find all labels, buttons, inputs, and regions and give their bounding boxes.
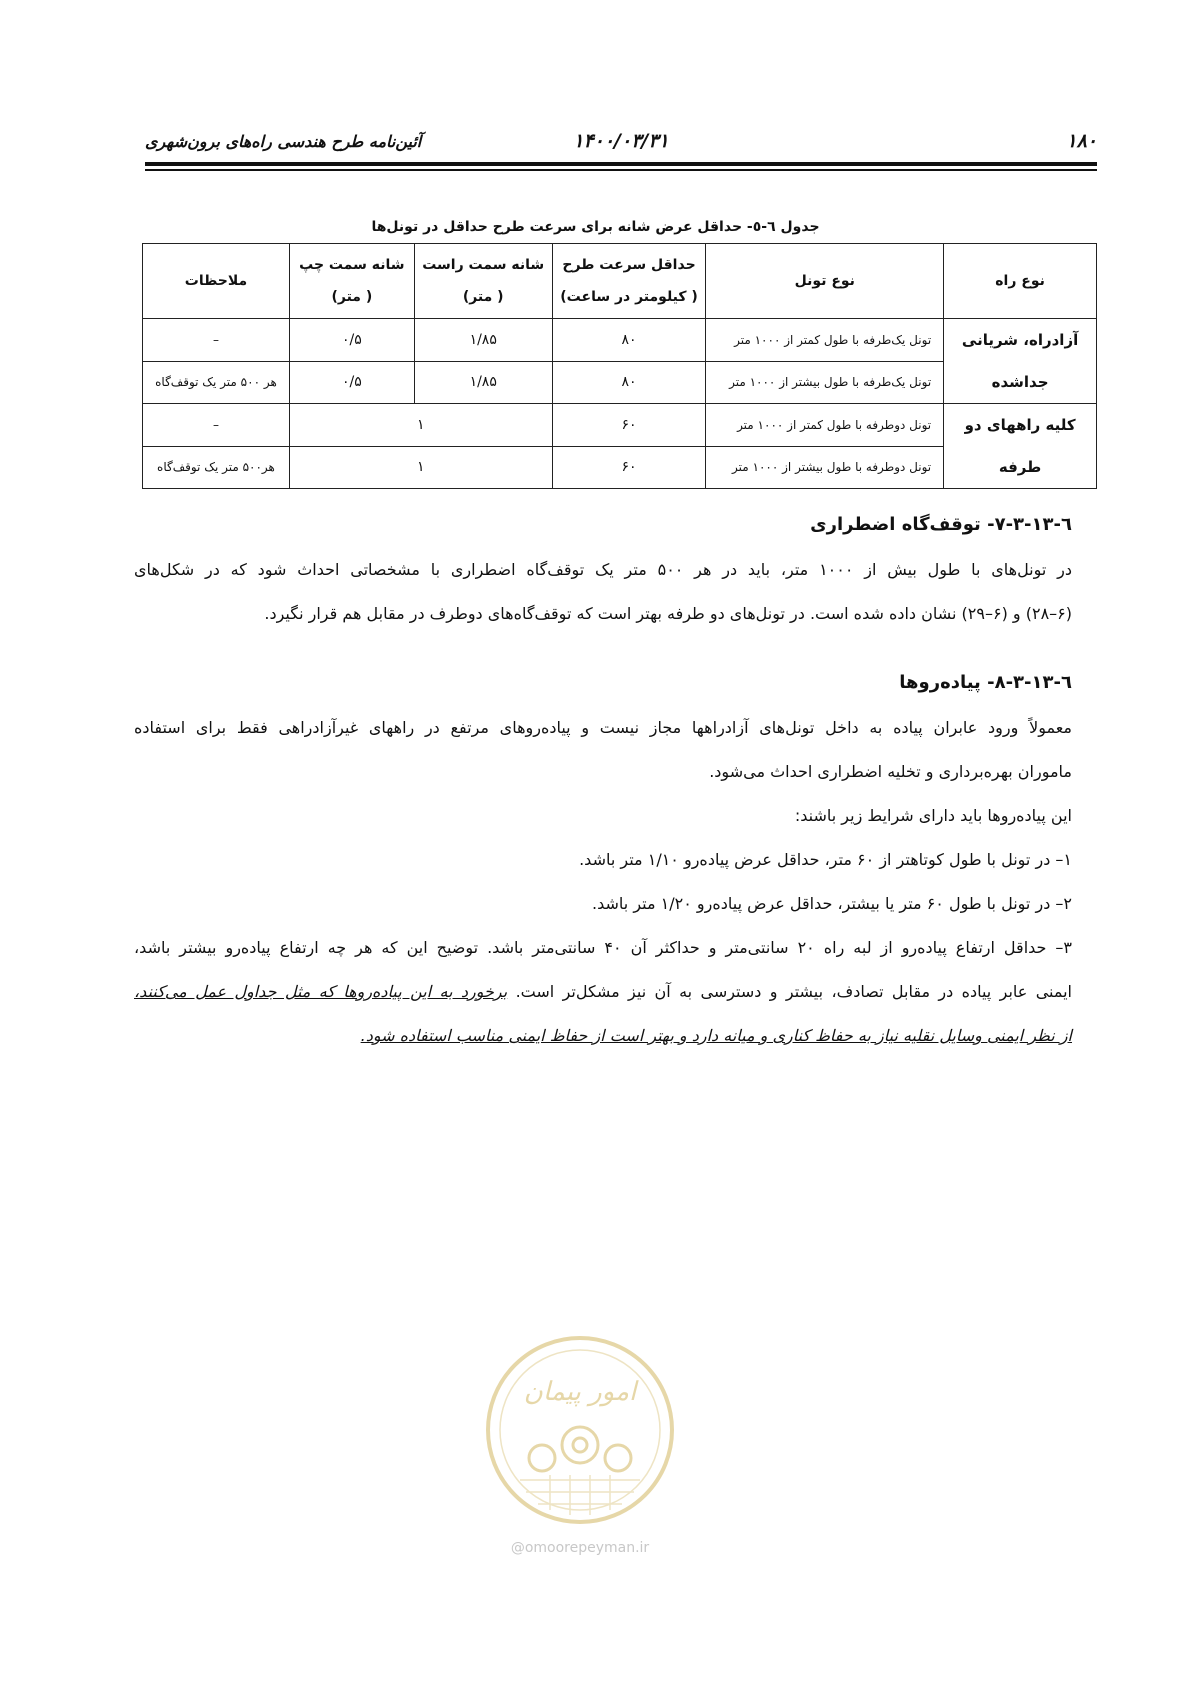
right-shoulder-cell: ۱/۸۵ <box>414 361 552 404</box>
section-8-item3-line1 <box>134 926 1072 970</box>
table-row <box>143 319 1097 362</box>
section-8-item3-line2a: ایمنی عابر پیاده در مقابل تصادف، بیشتر و دسترسی به آن نیز مشکل‌تر است. <box>515 982 1073 1001</box>
header-min-speed <box>552 244 706 319</box>
section-8-item1 <box>134 838 1072 882</box>
logo-inner-ring <box>500 1350 660 1510</box>
right-shoulder-cell: ۱/۸۵ <box>414 319 552 362</box>
road-type-two-way <box>944 404 1097 489</box>
left-shoulder-cell: ۰/۵ <box>289 361 414 404</box>
grid-pattern <box>520 1475 640 1515</box>
header-right-shoulder-label: شانه سمت راست <box>422 257 545 273</box>
table-caption: جدول ٦-٥- حداقل عرض شانه برای سرعت طرح حداقل در تونل‌ها <box>371 219 820 235</box>
logo-ring <box>488 1338 672 1522</box>
notes-cell: – <box>143 404 290 447</box>
section-7-line1-text: در تونل‌های با طول بیش از ۱۰۰۰ متر، باید در هر ۵۰۰ متر یک توقف‌گاه اضطراری با مشخصاتی احداث شود که در شکل‌های <box>134 560 1073 579</box>
notes-cell: – <box>143 319 290 362</box>
table-row <box>143 404 1097 447</box>
header-date: ۱۴۰۰/۰۳/۳۱ <box>573 130 669 152</box>
section-7-line1 <box>134 548 1072 592</box>
section-8-item3-line3 <box>134 1014 1072 1058</box>
section-8-title: ٦-١٣-٣-٨- پیاده‌روها <box>899 672 1072 693</box>
section-8-item3-line2 <box>134 970 1072 1014</box>
watermark-site: @omoorepeyman.ir <box>510 1540 650 1556</box>
tunnel-type-cell: تونل یک‌طرفه با طول کمتر از ۱۰۰۰ متر <box>706 319 944 362</box>
section-8-item2-text: ۲– در تونل با طول ۶۰ متر یا بیشتر، حداقل عرض پیاده‌رو ۱/۲۰ متر باشد. <box>592 894 1072 913</box>
tunnel-type-cell: تونل دوطرفه با طول کمتر از ۱۰۰۰ متر <box>706 404 944 447</box>
section-8-item3-line1-text: ۳– حداقل ارتفاع پیاده‌رو از لبه راه ۲۰ سانتی‌متر و حداکثر آن ۴۰ سانتی‌متر باشد. توضیح این که هر چه ارتفاع پیاده‌رو بیشتر باشد، <box>134 938 1073 957</box>
section-8-p1-line1-text: معمولاً ورود عابران پیاده به داخل تونل‌های آزادراهها مجاز نیست و پیاده‌روهای مرتفع در راههای غیرآزادراهی فقط برای استفاده <box>134 718 1072 737</box>
left-shoulder-cell: ۰/۵ <box>289 319 414 362</box>
speed-cell: ۶۰ <box>552 446 706 489</box>
watermark-logo <box>480 1330 680 1530</box>
header-notes: ملاحظات <box>143 244 290 319</box>
section-8-p2 <box>134 794 1072 838</box>
header-rule-thick <box>145 162 1097 166</box>
section-7-title: ٦-١٣-٣-٧- توقف‌گاه اضطراری <box>810 514 1072 535</box>
notes-cell: هر۵۰۰ متر یک توقف‌گاه <box>143 446 290 489</box>
header-tunnel-type: نوع تونل <box>706 244 944 319</box>
header-left-shoulder-unit: ( متر) <box>331 289 373 305</box>
road-type-two-way-line2: طرفه <box>998 458 1042 476</box>
road-type-freeway <box>944 319 1097 404</box>
section-8-item2 <box>134 882 1072 926</box>
header-rule-thin <box>145 169 1097 171</box>
shoulder-cell: ۱ <box>289 446 552 489</box>
section-8-p2-text: این پیاده‌روها باید دارای شرایط زیر باشند: <box>794 806 1072 825</box>
road-type-freeway-line1: آزادراه، شریانی <box>961 331 1079 349</box>
header-right-shoulder <box>414 244 552 319</box>
page-number: ۱۸۰ <box>1066 130 1097 152</box>
section-8-item3-line2b: برخورد به این پیاده‌روها که مثل جداول عمل می‌کنند، <box>134 982 508 1001</box>
speed-cell: ۸۰ <box>552 361 706 404</box>
header-min-speed-label: حداقل سرعت طرح <box>562 257 696 273</box>
gear-icon <box>529 1427 631 1471</box>
header-min-speed-unit: ( کیلومتر در ساعت) <box>560 289 698 305</box>
header-left-shoulder <box>289 244 414 319</box>
road-type-freeway-line2: جداشده <box>991 373 1049 391</box>
road-type-two-way-line1: کلیه راههای دو <box>964 416 1076 434</box>
section-8-p1-line1 <box>134 706 1072 750</box>
shoulder-width-table <box>142 243 1097 489</box>
notes-cell: هر ۵۰۰ متر یک توقف‌گاه <box>143 361 290 404</box>
section-8-p1-line2: ماموران بهره‌برداری و تخلیه اضطراری احداث می‌شود. <box>709 762 1072 781</box>
header-title: آئین‌نامه طرح هندسی راه‌های برون‌شهری <box>145 132 422 151</box>
header-right-shoulder-unit: ( متر) <box>462 289 504 305</box>
tunnel-type-cell: تونل دوطرفه با طول بیشتر از ۱۰۰۰ متر <box>706 446 944 489</box>
header-road-type: نوع راه <box>944 244 1097 319</box>
table-header-row <box>143 244 1097 319</box>
header-left-shoulder-label: شانه سمت چپ <box>299 257 405 273</box>
logo-text: امور پیمان <box>523 1377 637 1407</box>
speed-cell: ۸۰ <box>552 319 706 362</box>
section-7-line2: (۶–۲۸) و (۶–۲۹) نشان داده شده است. در تونل‌های دو طرفه بهتر است که توقف‌گاه‌های دوطرف در مقابل هم قرار نگیرد. <box>264 604 1072 623</box>
speed-cell: ۶۰ <box>552 404 706 447</box>
tunnel-type-cell: تونل یک‌طرفه با طول بیشتر از ۱۰۰۰ متر <box>706 361 944 404</box>
section-8-item3-line3-text: از نظر ایمنی وسایل نقلیه نیاز به حفاظ کناری و میانه دارد و بهتر است از حفاظ ایمنی مناسب استفاده شود. <box>360 1026 1072 1045</box>
page-header <box>145 130 1097 160</box>
section-8-item1-text: ۱– در تونل با طول کوتاهتر از ۶۰ متر، حداقل عرض پیاده‌رو ۱/۱۰ متر باشد. <box>579 850 1072 869</box>
shoulder-cell: ۱ <box>289 404 552 447</box>
